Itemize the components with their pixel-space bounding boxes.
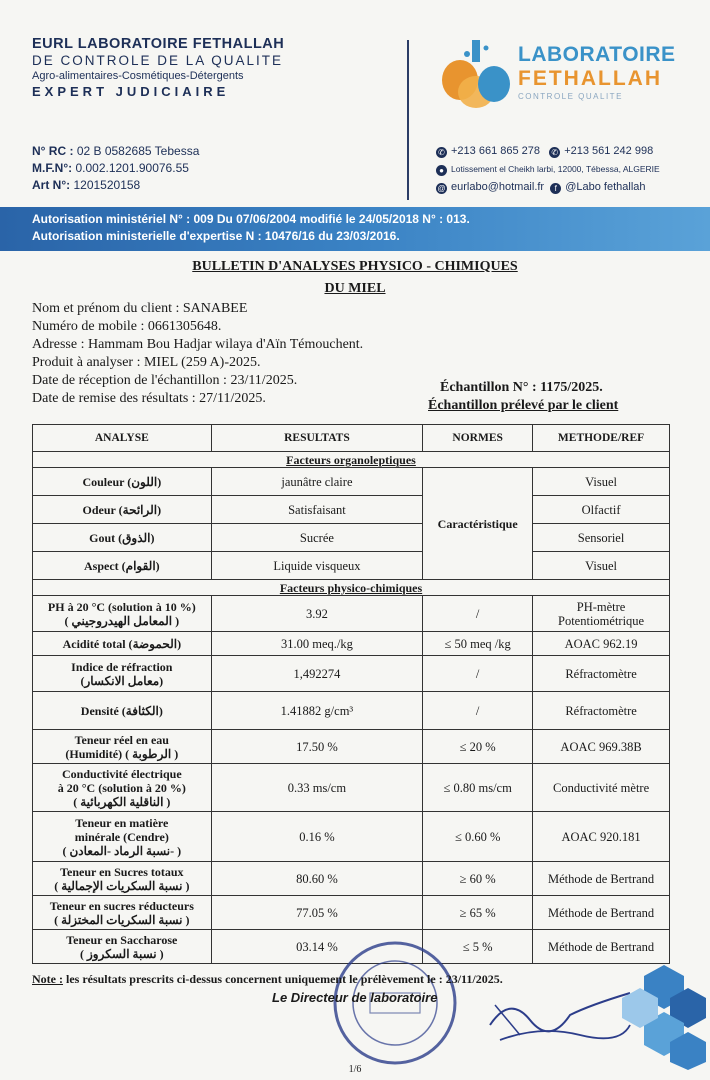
director-signature-icon	[480, 985, 640, 1055]
header-normes: NORMES	[423, 425, 533, 452]
reception-date: Date de réception de l'échantillon : 23/11/2025.	[32, 373, 298, 388]
phone-1: +213 661 865 278	[451, 145, 541, 157]
table-row: PH à 20 °C (solution à 10 %) ( المعامل الهيدروجيني ) 3.92 / PH-mètre Potentiométrique	[33, 596, 670, 632]
table-header-row	[33, 425, 670, 452]
table-row: Odeur (الرائحة) Satisfaisant Olfactif	[33, 496, 670, 524]
document-subtitle: DU MIEL	[324, 281, 386, 296]
section-organoleptic: Facteurs organoleptiques	[33, 452, 670, 468]
client-mobile: Numéro de mobile : 0661305648.	[32, 319, 222, 334]
analysis-table	[32, 424, 670, 964]
table-row: Acidité total (الحموضة) 31.00 meq./kg ≤ 50 meq /kg AOAC 962.19	[33, 632, 670, 656]
table-row: Gout (الذوق) Sucrée Sensoriel	[33, 524, 670, 552]
table-row: Conductivité électrique à 20 °C (solution à 20 %) ( الناقلية الكهربائية ) 0.33 ms/cm ≤ 0.80 ms/cm Conductivité mètre	[33, 764, 670, 812]
company-name: EURL LABORATOIRE FETHALLAH	[32, 36, 285, 52]
facebook: @Labo fethallah	[565, 181, 646, 193]
authorization-band	[0, 207, 710, 251]
footer-note: Note : les résultats prescrits ci-dessus concernent uniquement le prélèvement le : 23/11/2025.	[32, 972, 503, 986]
logo-text-laboratoire: LABORATOIRE	[518, 43, 676, 66]
company-header	[32, 36, 392, 99]
location-pin-icon: ●	[436, 165, 447, 176]
phone-icon: ✆	[436, 147, 447, 158]
email-icon: @	[437, 184, 446, 193]
email: eurlabo@hotmail.fr	[451, 181, 545, 193]
phone-2: +213 561 242 998	[564, 145, 654, 157]
header-resultats: RESULTATS	[211, 425, 423, 452]
table-row: Teneur en matière minérale (Cendre) ( نسبة الرماد -المعادن- ) 0.16 % ≤ 0.60 % AOAC 920.181	[33, 812, 670, 862]
registration-info: N° RC : 02 B 0582685 Tebessa M.F.N°: 0.002.1201.90076.55 Art N°: 1201520158	[32, 144, 200, 192]
logo-text-tagline: CONTROLE QUALITE	[518, 92, 623, 101]
table-row: Aspect (القوام) Liquide visqueux Visuel	[33, 552, 670, 580]
section-physico-chemical: Facteurs physico-chimiques	[33, 580, 670, 596]
whatsapp-icon: ✆	[549, 147, 560, 158]
table-row: Couleur (اللون) jaunâtre claire Caractéristique Visuel	[33, 468, 670, 496]
logo-text-fethallah: FETHALLAH	[518, 67, 662, 90]
document-title: BULLETIN D'ANALYSES PHYSICO - CHIMIQUES	[192, 259, 518, 274]
header-methode: METHODE/REF	[533, 425, 670, 452]
page-number: 1/6	[348, 1064, 362, 1075]
table-row: Teneur en sucres réducteurs ( نسبة السكريات المختزلة ) 77.05 % ≥ 65 % Méthode de Bertrand	[33, 896, 670, 930]
client-name: Nom et prénom du client : SANABEE	[32, 301, 248, 316]
company-expert: EXPERT JUDICIAIRE	[32, 84, 230, 99]
table-row: Teneur réel en eau (Humidité) ( الرطوبة ) 17.50 % ≤ 20 % AOAC 969.38B	[33, 730, 670, 764]
header-divider	[407, 40, 409, 200]
company-subtitle: DE CONTROLE DE LA QUALITE	[32, 53, 284, 68]
results-date: Date de remise des résultats : 27/11/2025.	[32, 391, 266, 406]
table-row: Teneur en Sucres totaux ( نسبة السكريات الإجمالية ) 80.60 % ≥ 60 % Méthode de Bertrand	[33, 862, 670, 896]
table-row: Indice de réfraction (معامل الانكسار) 1,492274 / Réfractomètre	[33, 656, 670, 692]
table-row: Teneur en Saccharose ( نسبة السكروز ) 03.14 % ≤ 5 % Méthode de Bertrand	[33, 930, 670, 964]
client-info	[32, 300, 363, 408]
facebook-icon: f	[550, 183, 561, 194]
client-address: Adresse : Hammam Bou Hadjar wilaya d'Aïn Témouchent.	[32, 337, 364, 352]
sample-origin: Échantillon prélevé par le client	[428, 398, 619, 413]
table-row: Densité (الكثافة) 1.41882 g/cm³ / Réfractomètre	[33, 692, 670, 730]
contact-info	[436, 142, 660, 196]
authorization-1: Autorisation ministériel N° : 009 Du 07/06/2004 modifié le 24/05/2018 N° : 013.	[32, 212, 470, 226]
company-sectors: Agro-alimentaires-Cosmétiques-Détergents	[32, 70, 244, 82]
product: Produit à analyser : MIEL (259 A)-2025.	[32, 355, 261, 370]
header-analyse: ANALYSE	[33, 425, 212, 452]
address: Lotissement el Cheikh larbi, 12000, Tébessa, ALGERIE	[451, 164, 660, 174]
hexagon-decoration-icon	[618, 960, 710, 1070]
authorization-2: Autorisation ministerielle d'expertise N : 10476/16 du 23/03/2016.	[32, 229, 400, 243]
director-label: Le Directeur de laboratoire	[272, 990, 438, 1005]
sample-number: Échantillon N° : 1175/2025.	[440, 380, 603, 395]
organoleptic-norm: Caractéristique	[423, 468, 533, 580]
